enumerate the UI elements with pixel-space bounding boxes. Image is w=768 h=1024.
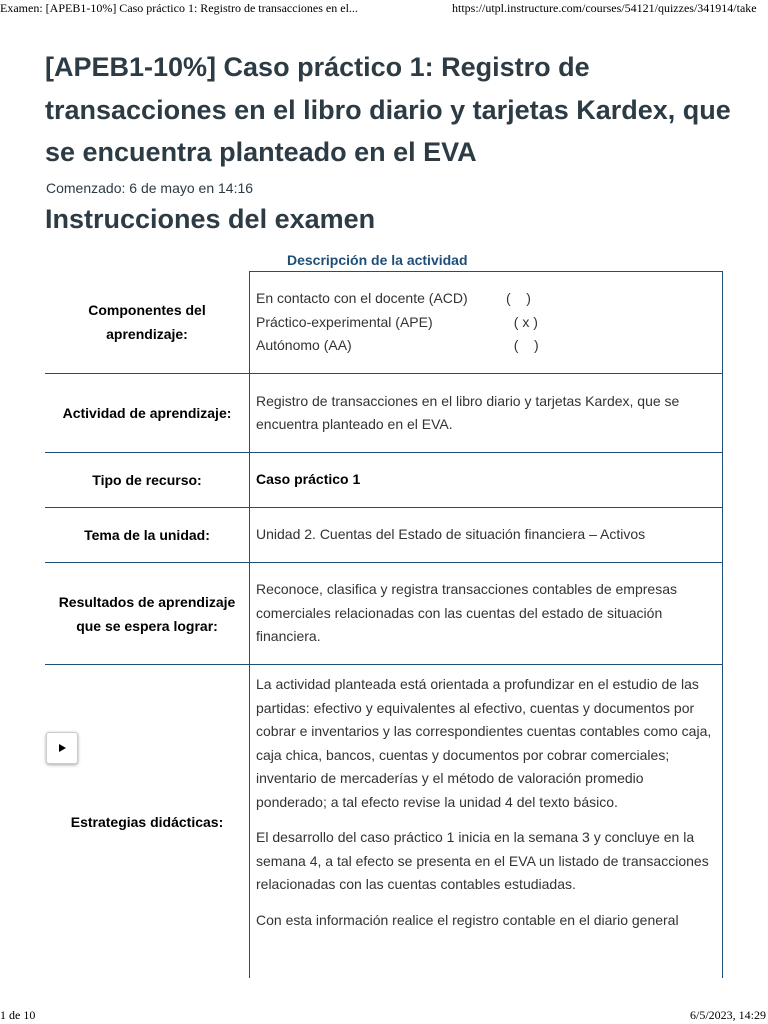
quiz-title: [APEB1-10%] Caso práctico 1: Registro de transacciones en el libro diario y tarjetas Kardex, que se encuentra planteado en el EVA	[45, 52, 731, 167]
print-footer-date: 6/5/2023, 14:29	[689, 1008, 766, 1022]
play-button[interactable]	[46, 732, 78, 764]
table-row-learning-activity	[45, 374, 723, 453]
expected-results-label: Resultados de aprendizaje que se espera lograr:	[58, 593, 236, 634]
table-row-components	[45, 271, 723, 374]
table-row-strategies	[45, 665, 723, 978]
resource-type-label: Tipo de recurso:	[92, 472, 202, 488]
table-row-resource-type	[45, 453, 723, 508]
strategies-paragraph: El desarrollo del caso práctico 1 inicia en la semana 3 y concluye en la semana 4, a tal efecto se presenta en el EVA un listado de transacciones relacionadas con las cuentas contables estudiadas.	[256, 829, 709, 892]
print-header	[0, 0, 768, 18]
unit-topic-value: Unidad 2. Cuentas del Estado de situación financiera – Activos	[249, 508, 723, 562]
print-header-url: https://utpl.instructure.com/courses/54121/quizzes/341914/take	[452, 1, 757, 15]
quiz-started-info	[46, 180, 253, 196]
component-mark: ( x )	[506, 313, 538, 330]
component-name: En contacto con el docente (ACD)	[256, 290, 468, 307]
component-mark: ( )	[506, 290, 531, 307]
component-item	[256, 287, 714, 311]
learning-activity-value: Registro de transacciones en el libro diario y tarjetas Kardex, que se encuentra planteado en el EVA.	[249, 374, 723, 452]
instructions-heading: Instrucciones del examen	[45, 204, 376, 234]
strategies-value	[249, 665, 723, 978]
activity-table	[45, 271, 723, 978]
table-row-expected-results	[45, 563, 723, 665]
strategies-paragraph: La actividad planteada está orientada a profundizar en el estudio de las partidas: efectivo y equivalentes al efectivo, cuentas y documentos por cobrar e inventarios y las correspondientes cuentas contables como caja, caja chica, bancos, cuentas y documentos por cobrar comerciales; inventario de mercaderías y el método de valoración promedio ponderado; a tal efecto revise la unidad 4 del texto básico.	[256, 676, 712, 810]
print-footer-page: 1 de 10	[0, 1008, 36, 1022]
component-mark: ( )	[506, 337, 539, 354]
component-item	[256, 334, 714, 358]
play-icon	[57, 743, 67, 753]
table-row-unit-topic	[45, 508, 723, 563]
component-name: Autónomo (AA)	[256, 337, 352, 354]
components-label: Componentes del aprendizaje:	[88, 302, 206, 342]
started-value: 6 de mayo en 14:16	[129, 180, 254, 196]
expected-results-value: Reconoce, clasifica y registra transacciones contables de empresas comerciales relacionadas con las cuentas del estado de situación financiera.	[249, 563, 723, 664]
resource-type-value: Caso práctico 1	[249, 453, 723, 507]
unit-topic-label: Tema de la unidad:	[84, 527, 210, 543]
print-footer	[0, 1008, 768, 1024]
started-label: Comenzado:	[46, 180, 126, 196]
component-name: Práctico-experimental (APE)	[256, 313, 433, 330]
print-header-title: Examen: [APEB1-10%] Caso práctico 1: Registro de transacciones en el...	[0, 1, 358, 15]
activity-table-caption: Descripción de la actividad	[287, 252, 468, 268]
learning-activity-label: Actividad de aprendizaje:	[62, 405, 232, 421]
components-value	[249, 271, 723, 373]
strategies-paragraph: Con esta información realice el registro contable en el diario general	[256, 911, 679, 928]
strategies-label: Estrategias didácticas:	[70, 813, 224, 830]
component-item	[256, 311, 714, 335]
